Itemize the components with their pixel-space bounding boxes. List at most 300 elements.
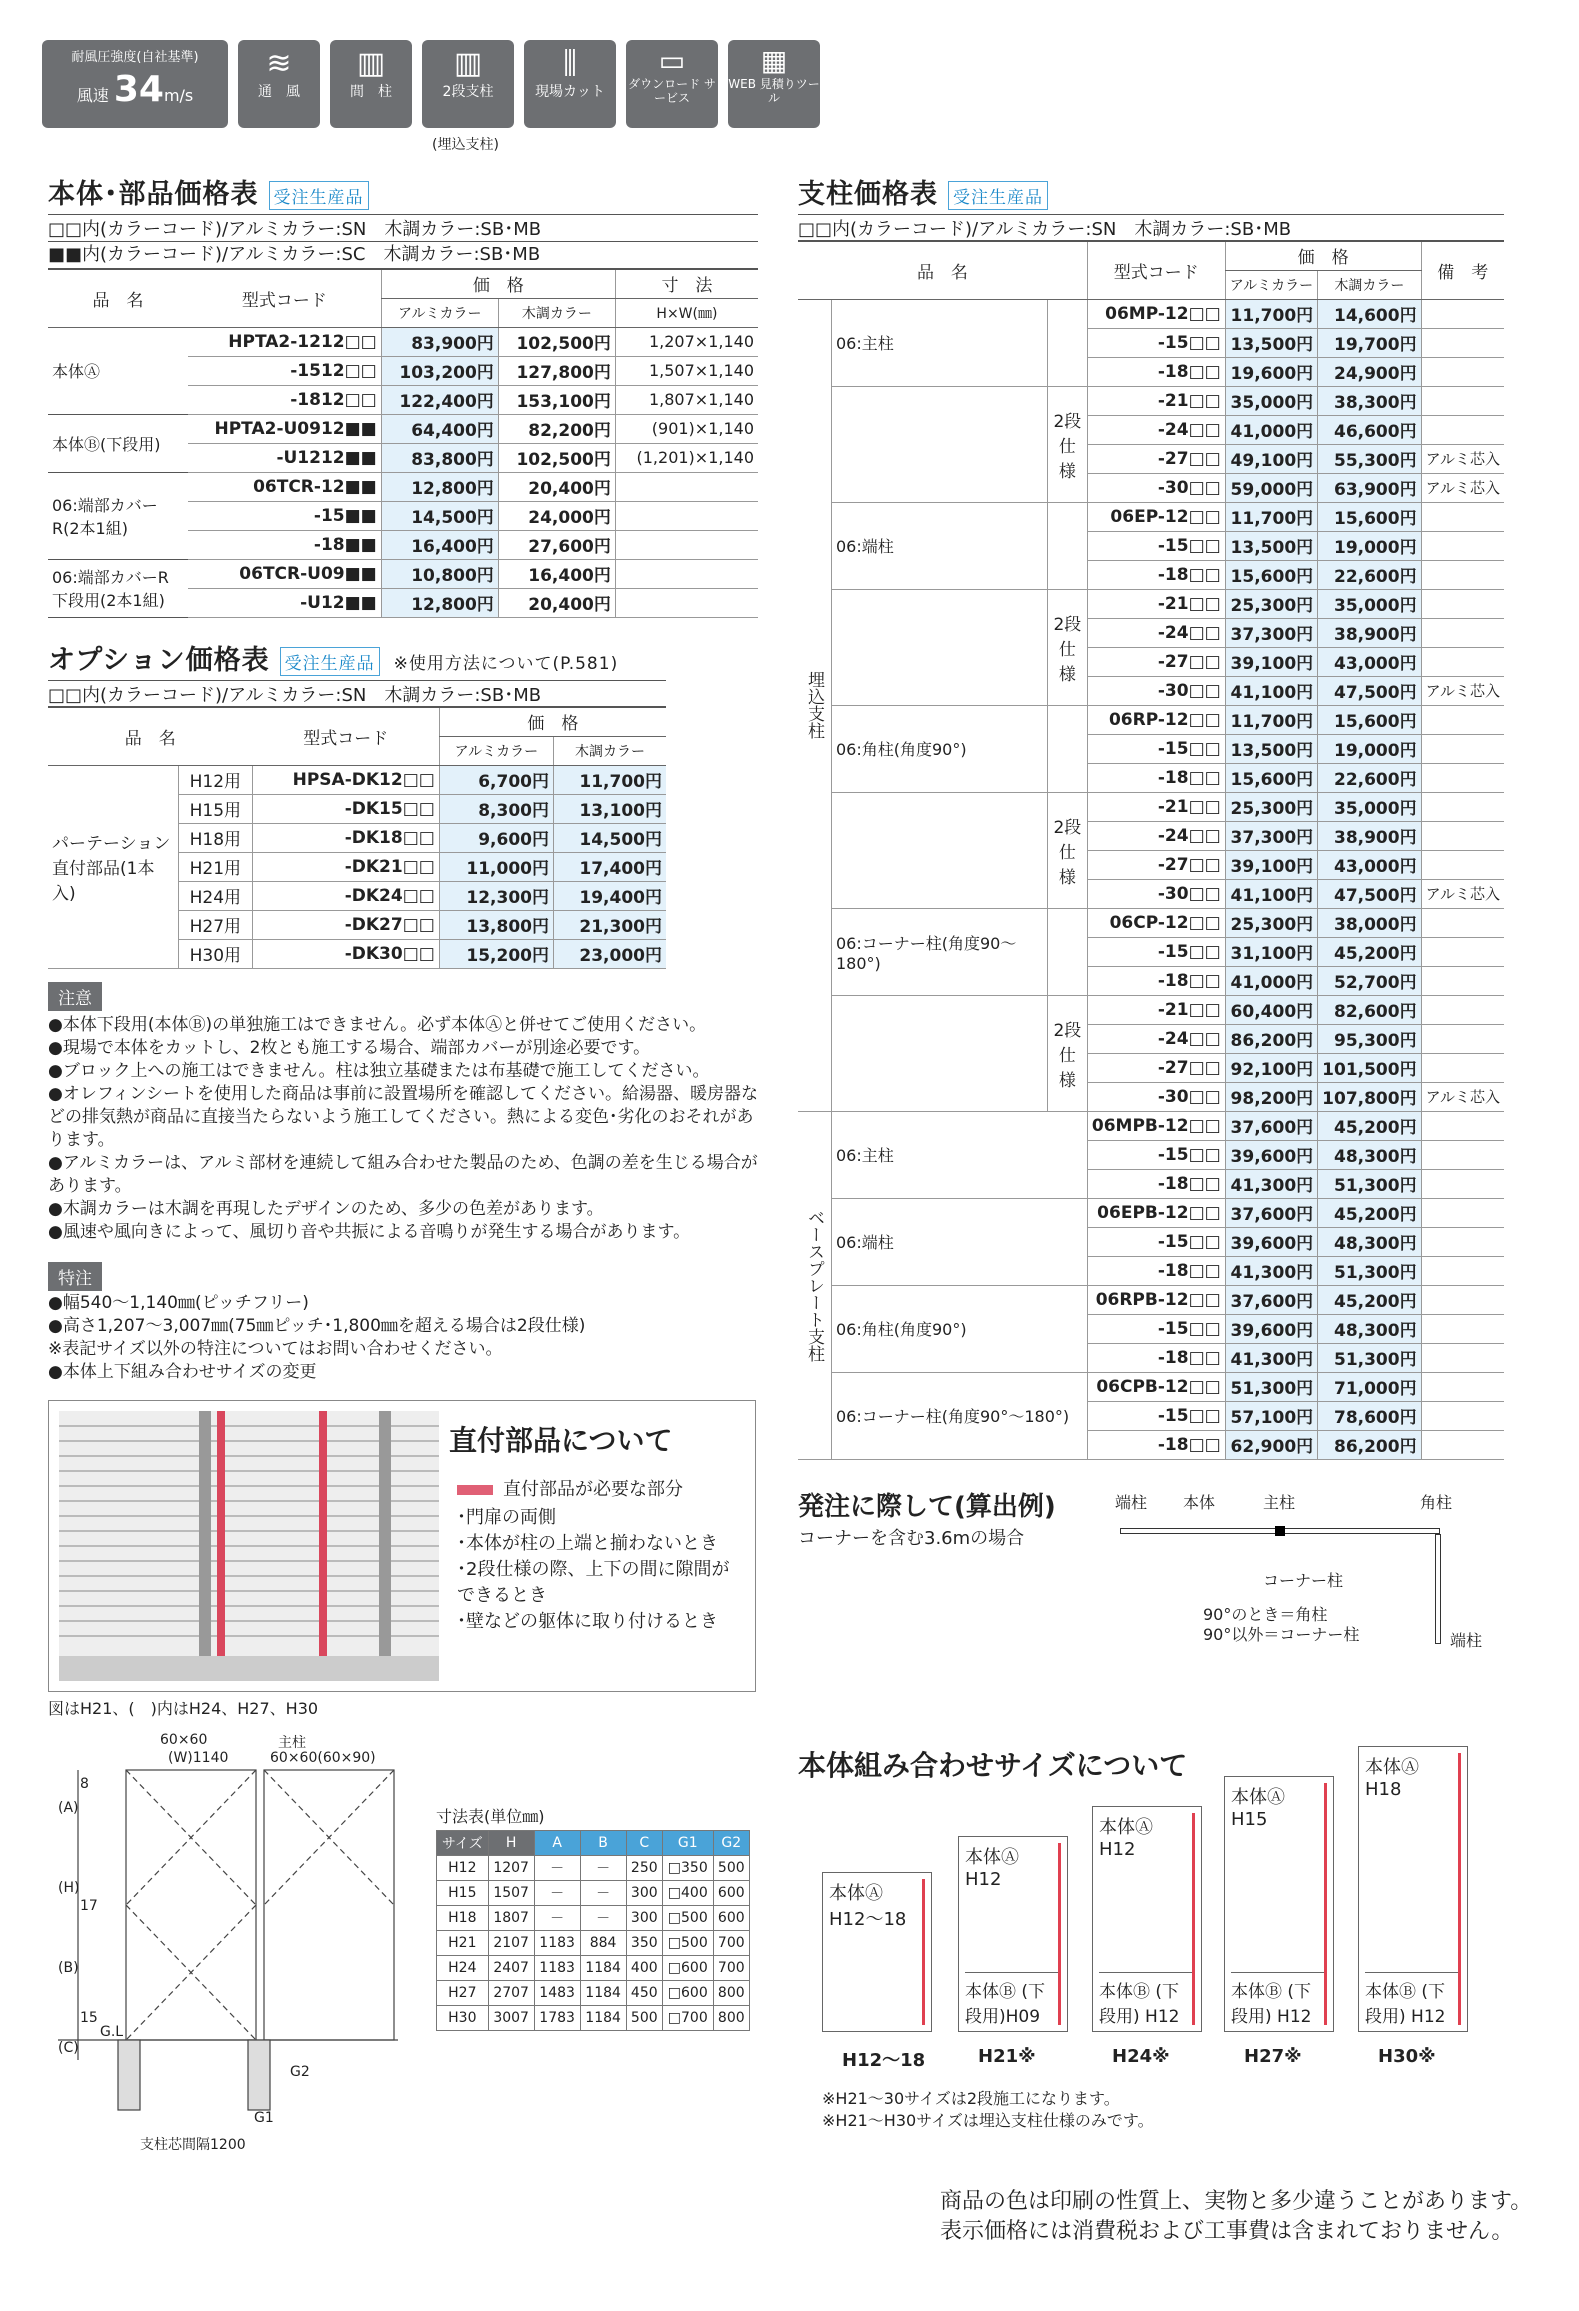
dim-cell: 600 — [713, 1881, 749, 1906]
post-row-remark — [1421, 1169, 1504, 1198]
wind-unit: m/s — [163, 86, 194, 105]
dim-cell: □500 — [662, 1906, 713, 1931]
option-row-use: H12用 — [178, 765, 253, 794]
dim-cell: 2407 — [488, 1956, 534, 1981]
main-row-size — [615, 501, 758, 530]
option-row-use: H30用 — [178, 939, 253, 968]
post-row-remark — [1421, 1343, 1504, 1372]
dim-cell: H27 — [437, 1981, 489, 2006]
two-stage-caption: (埋込支柱) — [432, 137, 499, 153]
post-legend: □□内(カラーコード)/アルミカラー:SN 木調カラー:SB･MB — [798, 214, 1504, 241]
dim-cell: □400 — [662, 1881, 713, 1906]
dim-cell: 1183 — [534, 1956, 580, 1981]
option-title-text: オプション価格表 — [48, 645, 270, 676]
option-row-use: H21用 — [178, 852, 253, 881]
main-row-code: HPTA2-U0912■■ — [188, 414, 381, 443]
option-row-use: H27用 — [178, 910, 253, 939]
dim-cell: H21 — [437, 1931, 489, 1956]
post-row-code: 06CP-12□□ — [1087, 908, 1225, 937]
main-row-code: -U12■■ — [188, 588, 381, 617]
post-row-code: 06RPB-12□□ — [1087, 1285, 1225, 1314]
main-row-wood: 153,100円 — [498, 385, 615, 414]
option-row-alu: 11,000円 — [439, 852, 553, 881]
post-table-row — [798, 386, 1504, 415]
option-row-alu: 15,200円 — [439, 939, 553, 968]
post-row-remark — [1421, 763, 1504, 792]
main-row-wood: 20,400円 — [498, 588, 615, 617]
post-row-wood: 43,000円 — [1318, 850, 1421, 879]
post-row-alu: 37,600円 — [1225, 1198, 1317, 1227]
post-row-wood: 101,500円 — [1318, 1053, 1421, 1082]
dim-header: G2 — [713, 1831, 749, 1856]
dim-cell: H12 — [437, 1856, 489, 1881]
dw-top1: 60×60 — [160, 1732, 208, 1748]
post-row-wood: 48,300円 — [1318, 1227, 1421, 1256]
post-row-remark — [1421, 1198, 1504, 1227]
combo-box — [1224, 1776, 1334, 2032]
post-h-wood: 木調カラー — [1318, 270, 1421, 299]
dim-cell: 700 — [713, 1956, 749, 1981]
post-row-wood: 19,000円 — [1318, 531, 1421, 560]
option-h-wood: 木調カラー — [553, 736, 666, 765]
post-row-wood: 38,900円 — [1318, 821, 1421, 850]
dim-cell: 1207 — [488, 1856, 534, 1881]
dim-cell: 250 — [626, 1856, 662, 1881]
option-badge: 受注生産品 — [280, 647, 380, 676]
direct-parts-legend: 直付部品が必要な部分 — [503, 1479, 683, 1500]
option-row-wood: 23,000円 — [553, 939, 666, 968]
two-stage-post-icon: ▥ 2段支柱 — [422, 40, 514, 128]
option-note: ※使用方法について(P.581) — [393, 654, 619, 674]
post-table-row — [798, 908, 1504, 937]
post-row-wood: 43,000円 — [1318, 647, 1421, 676]
post-row-code: 06MPB-12□□ — [1087, 1111, 1225, 1140]
site-cut-label: 現場カット — [535, 84, 605, 100]
site-cut-icon: ⫼ 現場カット — [524, 40, 616, 128]
post-row-code: -21□□ — [1087, 995, 1225, 1024]
main-row-size: 1,807×1,140 — [615, 385, 758, 414]
dim-header: G1 — [662, 1831, 713, 1856]
post-row-remark — [1421, 1285, 1504, 1314]
combo-size-label: H24※ — [1112, 2046, 1170, 2067]
embed-label: 埋込支柱 — [798, 299, 832, 1111]
main-h-size: 寸 法 — [615, 269, 758, 298]
post-row-wood: 107,800円 — [1318, 1082, 1421, 1111]
post-row-remark: アルミ芯入 — [1421, 444, 1504, 473]
dim-cell: 1184 — [580, 2006, 626, 2031]
dim-cell: 2107 — [488, 1931, 534, 1956]
post-price-table — [798, 240, 1504, 1460]
post-row-code: -27□□ — [1087, 1053, 1225, 1082]
post-row-remark: アルミ芯入 — [1421, 473, 1504, 502]
post-row-remark — [1421, 1430, 1504, 1459]
post-row-remark — [1421, 1372, 1504, 1401]
post-row-code: -24□□ — [1087, 821, 1225, 850]
post-row-remark — [1421, 415, 1504, 444]
post-h-alu: アルミカラー — [1225, 270, 1317, 299]
dw-n8: 8 — [80, 1776, 89, 1792]
dw-n15: 15 — [80, 2010, 98, 2026]
post-row-alu: 19,600円 — [1225, 357, 1317, 386]
option-row-alu: 9,600円 — [439, 823, 553, 852]
caution-item: ●アルミカラーは、アルミ部材を連続して組み合わせた製品のため、色調の差を生じる場合があります。 — [48, 1153, 758, 1196]
post-row-alu: 13,500円 — [1225, 531, 1317, 560]
wind-pressure-icon — [42, 40, 228, 128]
option-h-code: 型式コード — [253, 707, 440, 765]
post-table-row — [798, 792, 1504, 821]
option-legend: □□内(カラーコード)/アルミカラー:SN 木調カラー:SB･MB — [48, 680, 666, 707]
main-row-size: (1,201)×1,140 — [615, 443, 758, 472]
combo-box — [822, 1872, 932, 2032]
main-row-code: -1812□□ — [188, 385, 381, 414]
dim-cell: 800 — [713, 1981, 749, 2006]
main-row-alu: 10,800円 — [381, 559, 498, 588]
post-row-code: -18□□ — [1087, 1256, 1225, 1285]
main-row-size — [615, 472, 758, 501]
dim-cell: － — [534, 1881, 580, 1906]
post-row-code: -15□□ — [1087, 1314, 1225, 1343]
post-row-code: -15□□ — [1087, 328, 1225, 357]
option-row-use: H18用 — [178, 823, 253, 852]
dim-row — [437, 1981, 750, 2006]
main-legend2: ■■内(カラーコード)/アルミカラー:SC 木調カラー:SB･MB — [48, 244, 541, 265]
dw-gl: G.L — [100, 2024, 124, 2040]
main-h-alu: アルミカラー — [381, 298, 498, 327]
combo-box — [958, 1836, 1068, 2032]
post-row-wood: 78,600円 — [1318, 1401, 1421, 1430]
caution-header: 注意 — [48, 982, 102, 1011]
download-label: ダウンロード サービス — [628, 77, 716, 105]
main-row-code: -15■■ — [188, 501, 381, 530]
post-row-remark — [1421, 1024, 1504, 1053]
post-row-wood: 38,900円 — [1318, 618, 1421, 647]
post-row-remark — [1421, 560, 1504, 589]
post-row-wood: 71,000円 — [1318, 1372, 1421, 1401]
post-table-row — [798, 705, 1504, 734]
dim-cell: － — [580, 1881, 626, 1906]
post-row-code: -24□□ — [1087, 1024, 1225, 1053]
post-row-wood: 48,300円 — [1318, 1140, 1421, 1169]
post-group-name: 06:主柱 — [832, 299, 1048, 386]
main-row-name: 06:端部カバーR(2本1組) — [48, 472, 188, 559]
option-row-use: H24用 — [178, 881, 253, 910]
oe-note1: 90°のとき＝角柱 — [1203, 1605, 1328, 1624]
post-row-wood: 22,600円 — [1318, 763, 1421, 792]
option-row-wood: 14,500円 — [553, 823, 666, 852]
post-badge: 受注生産品 — [948, 181, 1048, 210]
post-row-code: -18□□ — [1087, 1169, 1225, 1198]
post-row-wood: 19,700円 — [1318, 328, 1421, 357]
dim-table-title: 寸法表(単位㎜) — [436, 1807, 545, 1826]
combo-arrow-icon — [1192, 1813, 1195, 2025]
post-row-wood: 48,300円 — [1318, 1314, 1421, 1343]
oe-label-end2: 端柱 — [1450, 1631, 1483, 1650]
post-row-code: -30□□ — [1087, 676, 1225, 705]
ventilation-label: 通 風 — [258, 84, 300, 100]
oe-note2: 90°以外＝コーナー柱 — [1203, 1625, 1360, 1644]
option-h-name: 品 名 — [48, 707, 253, 765]
direct-parts-figure — [48, 1400, 756, 1692]
post-row-remark — [1421, 734, 1504, 763]
combo-size-label: H30※ — [1378, 2046, 1436, 2067]
post-row-remark — [1421, 1227, 1504, 1256]
option-table-row — [48, 765, 666, 794]
post-row-code: 06CPB-12□□ — [1087, 1372, 1225, 1401]
combo-box — [1092, 1806, 1202, 2032]
post-row-code: -21□□ — [1087, 792, 1225, 821]
post-row-alu: 39,600円 — [1225, 1314, 1317, 1343]
post-group-name: 06:端柱 — [832, 502, 1048, 589]
dim-header: A — [534, 1831, 580, 1856]
post-table-row — [798, 502, 1504, 531]
dim-cell: － — [580, 1856, 626, 1881]
post-row-remark — [1421, 618, 1504, 647]
post-row-alu: 49,100円 — [1225, 444, 1317, 473]
option-row-wood: 13,100円 — [553, 794, 666, 823]
post-group-name: 06:コーナー柱(角度90～180°) — [832, 908, 1048, 995]
post-row-wood: 35,000円 — [1318, 589, 1421, 618]
post-row-wood: 52,700円 — [1318, 966, 1421, 995]
special-item: ●幅540～1,140㎜(ピッチフリー) — [48, 1293, 309, 1313]
dim-cell: H24 — [437, 1956, 489, 1981]
main-legend1: □□内(カラーコード)/アルミカラー:SN 木調カラー:SB･MB — [48, 214, 758, 242]
post-row-alu: 59,000円 — [1225, 473, 1317, 502]
post-table-title — [798, 172, 1048, 211]
post-row-code: -27□□ — [1087, 850, 1225, 879]
direct-parts-item: ･門扉の両側 — [457, 1507, 556, 1528]
post-row-remark — [1421, 792, 1504, 821]
caution-item: ●木調カラーは木調を再現したデザインのため、多少の色差があります。 — [48, 1199, 604, 1219]
two-stage-label: 2段仕様 — [1047, 792, 1087, 908]
post-row-alu: 25,300円 — [1225, 792, 1317, 821]
post-row-wood: 46,600円 — [1318, 415, 1421, 444]
footer-line2: 表示価格には消費税および工事費は含まれておりません。 — [940, 2219, 1514, 2244]
post-table-row — [798, 1285, 1504, 1314]
dw-top4: 60×60(60×90) — [270, 1750, 376, 1766]
post-row-code: 06MP-12□□ — [1087, 299, 1225, 328]
combo-arrow-icon — [922, 1879, 925, 2025]
option-h-alu: アルミカラー — [439, 736, 553, 765]
post-row-alu: 37,600円 — [1225, 1285, 1317, 1314]
order-example-title: 発注に際して(算出例) — [798, 1492, 1056, 1522]
post-row-alu: 41,100円 — [1225, 676, 1317, 705]
post-row-wood: 14,600円 — [1318, 299, 1421, 328]
dim-cell: 800 — [713, 2006, 749, 2031]
main-row-wood: 127,800円 — [498, 356, 615, 385]
post-group-blank — [1047, 502, 1087, 589]
post-row-wood: 45,200円 — [1318, 1111, 1421, 1140]
dim-cell: □500 — [662, 1931, 713, 1956]
post-row-alu: 37,300円 — [1225, 618, 1317, 647]
option-row-code: -DK27□□ — [253, 910, 440, 939]
post-row-alu: 92,100円 — [1225, 1053, 1317, 1082]
main-row-wood: 102,500円 — [498, 443, 615, 472]
post-row-remark — [1421, 1256, 1504, 1285]
post-row-alu: 60,400円 — [1225, 995, 1317, 1024]
post-row-remark — [1421, 328, 1504, 357]
figure-caption: 図はH21、( )内はH24、H27、H30 — [48, 1699, 319, 1718]
post-group-name: 06:角柱(角度90°) — [832, 1285, 1088, 1372]
post-row-alu: 41,300円 — [1225, 1169, 1317, 1198]
main-badge: 受注生産品 — [269, 181, 369, 210]
dim-row — [437, 1906, 750, 1931]
main-row-code: HPTA2-1212□□ — [188, 327, 381, 356]
dim-cell: 300 — [626, 1881, 662, 1906]
red-swatch-icon — [457, 1485, 493, 1495]
main-table-row — [48, 559, 758, 588]
dim-cell: 1783 — [534, 2006, 580, 2031]
dw-left-b: (B) — [58, 1960, 79, 1976]
wind-line2: 風速 — [76, 86, 109, 105]
two-stage-label: 2段仕様 — [1047, 386, 1087, 502]
option-group-name: パーテーション直付部品(1本入) — [48, 765, 178, 968]
post-row-alu: 41,000円 — [1225, 415, 1317, 444]
post-group-name: 06:端柱 — [832, 1198, 1088, 1285]
combo-top-label: 本体Ⓐ H18 — [1365, 1757, 1419, 1800]
order-example-diagram — [1115, 1490, 1515, 1650]
special-item: ●本体上下組み合わせサイズの変更 — [48, 1362, 317, 1382]
option-row-code: HPSA-DK12□□ — [253, 765, 440, 794]
post-row-wood: 51,300円 — [1318, 1256, 1421, 1285]
post-row-remark — [1421, 589, 1504, 618]
post-group-blank — [1047, 299, 1087, 386]
combo-top-label: 本体Ⓐ H12 — [1099, 1817, 1153, 1860]
post-h-remark: 備 考 — [1421, 241, 1504, 299]
main-row-alu: 122,400円 — [381, 385, 498, 414]
post-row-wood: 24,900円 — [1318, 357, 1421, 386]
dim-cell: H18 — [437, 1906, 489, 1931]
post-row-remark — [1421, 357, 1504, 386]
dim-cell: 700 — [713, 1931, 749, 1956]
post-row-alu: 13,500円 — [1225, 734, 1317, 763]
dim-cell: 3007 — [488, 2006, 534, 2031]
main-row-alu: 64,400円 — [381, 414, 498, 443]
combo-size-label: H12～18 — [842, 2050, 926, 2071]
dim-cell: 500 — [713, 1856, 749, 1881]
oe-main-post-icon — [1275, 1526, 1285, 1536]
two-stage-label: 2段仕様 — [1047, 995, 1087, 1111]
fence-illustration — [49, 1401, 449, 1691]
dim-cell: 1184 — [580, 1956, 626, 1981]
post-row-wood: 15,600円 — [1318, 502, 1421, 531]
caution-item: ●オレフィンシートを使用した商品は事前に設置場所を確認してください。給湯器、暖房器などの排気熱が商品に直接当たらないよう施工してください。熱による変色･劣化のおそれがあります。 — [48, 1084, 759, 1150]
option-row-code: -DK21□□ — [253, 852, 440, 881]
special-item: ※表記サイズ以外の特注についてはお問い合わせください。 — [48, 1339, 503, 1359]
post-row-remark — [1421, 299, 1504, 328]
main-row-size — [615, 559, 758, 588]
post-group-blank — [1047, 908, 1087, 995]
main-price-table — [48, 268, 758, 618]
post-row-wood: 95,300円 — [1318, 1024, 1421, 1053]
option-table-title — [48, 638, 618, 677]
main-row-wood: 82,200円 — [498, 414, 615, 443]
post-row-code: -18□□ — [1087, 966, 1225, 995]
dim-cell: □600 — [662, 1956, 713, 1981]
post-row-code: -30□□ — [1087, 1082, 1225, 1111]
main-row-alu: 16,400円 — [381, 530, 498, 559]
post-row-alu: 62,900円 — [1225, 1430, 1317, 1459]
post-row-code: -15□□ — [1087, 937, 1225, 966]
post-group-blank2 — [832, 792, 1048, 908]
dw-left-c: (C) — [58, 2040, 79, 2056]
combo-note2: ※H21～H30サイズは埋込支柱仕様のみです。 — [822, 2111, 1154, 2130]
main-row-code: -1512□□ — [188, 356, 381, 385]
wind-value: 34 — [113, 69, 164, 110]
dim-table — [436, 1830, 750, 2031]
main-row-alu: 14,500円 — [381, 501, 498, 530]
post-row-alu: 11,700円 — [1225, 299, 1317, 328]
dim-cell: 450 — [626, 1981, 662, 2006]
dw-top2: (W)1140 — [168, 1750, 229, 1766]
option-row-code: -DK18□□ — [253, 823, 440, 852]
post-group-name: 06:角柱(角度90°) — [832, 705, 1048, 792]
post-row-remark: アルミ芯入 — [1421, 879, 1504, 908]
post-row-code: -15□□ — [1087, 1227, 1225, 1256]
post-row-remark: アルミ芯入 — [1421, 1082, 1504, 1111]
option-row-alu: 13,800円 — [439, 910, 553, 939]
post-group-blank2 — [832, 995, 1048, 1111]
post-group-name: 06:主柱 — [832, 1111, 1088, 1198]
post-row-code: -18□□ — [1087, 357, 1225, 386]
post-row-alu: 37,300円 — [1225, 821, 1317, 850]
post-row-code: 06EPB-12□□ — [1087, 1198, 1225, 1227]
dim-row — [437, 1856, 750, 1881]
post-row-code: 06RP-12□□ — [1087, 705, 1225, 734]
wind-line1: 耐風圧強度(自社基準) — [71, 50, 199, 65]
dim-header: B — [580, 1831, 626, 1856]
dim-cell: 1183 — [534, 1931, 580, 1956]
dim-cell: 350 — [626, 1931, 662, 1956]
post-row-wood: 45,200円 — [1318, 1198, 1421, 1227]
post-h-code: 型式コード — [1087, 241, 1225, 299]
option-row-wood: 19,400円 — [553, 881, 666, 910]
post-row-remark — [1421, 531, 1504, 560]
dw-top3: 主柱 — [278, 1735, 306, 1751]
main-row-size: 1,507×1,140 — [615, 356, 758, 385]
post-row-remark — [1421, 647, 1504, 676]
two-stage-label: 2段仕様 — [1047, 589, 1087, 705]
post-row-wood: 86,200円 — [1318, 1430, 1421, 1459]
combo-title: 本体組み合わせサイズについて — [798, 1749, 1188, 1782]
post-row-remark: アルミ芯入 — [1421, 676, 1504, 705]
post-row-wood: 38,300円 — [1318, 386, 1421, 415]
post-row-code: -24□□ — [1087, 618, 1225, 647]
dim-cell: 2707 — [488, 1981, 534, 2006]
post-row-alu: 39,100円 — [1225, 850, 1317, 879]
special-item: ●高さ1,207～3,007㎜(75㎜ピッチ･1,800㎜を超える場合は2段仕様) — [48, 1316, 586, 1336]
post-row-alu: 41,100円 — [1225, 879, 1317, 908]
dim-cell: 400 — [626, 1956, 662, 1981]
dim-cell: H30 — [437, 2006, 489, 2031]
direct-parts-item: ･2段仕様の際、上下の間に隙間ができるとき — [457, 1559, 730, 1606]
order-example-sub: コーナーを含む3.6mの場合 — [798, 1528, 1025, 1549]
combo-bottom-label: 本体Ⓑ (下段用) H12 — [1231, 1972, 1327, 2027]
combo-size-label: H21※ — [978, 2046, 1036, 2067]
post-row-alu: 57,100円 — [1225, 1401, 1317, 1430]
main-row-size: (901)×1,140 — [615, 414, 758, 443]
post-row-alu: 51,300円 — [1225, 1372, 1317, 1401]
post-row-alu: 25,300円 — [1225, 908, 1317, 937]
post-row-alu: 11,700円 — [1225, 502, 1317, 531]
post-row-remark — [1421, 502, 1504, 531]
base-label: ベースプレート支柱 — [798, 1111, 832, 1459]
post-row-code: -24□□ — [1087, 415, 1225, 444]
post-row-code: -21□□ — [1087, 589, 1225, 618]
dim-cell: □700 — [662, 2006, 713, 2031]
dim-row — [437, 2006, 750, 2031]
combo-bottom-label: 本体Ⓑ (下段用) H12 — [1099, 1972, 1195, 2027]
direct-parts-item: ･壁などの躯体に取り付けるとき — [457, 1611, 718, 1632]
